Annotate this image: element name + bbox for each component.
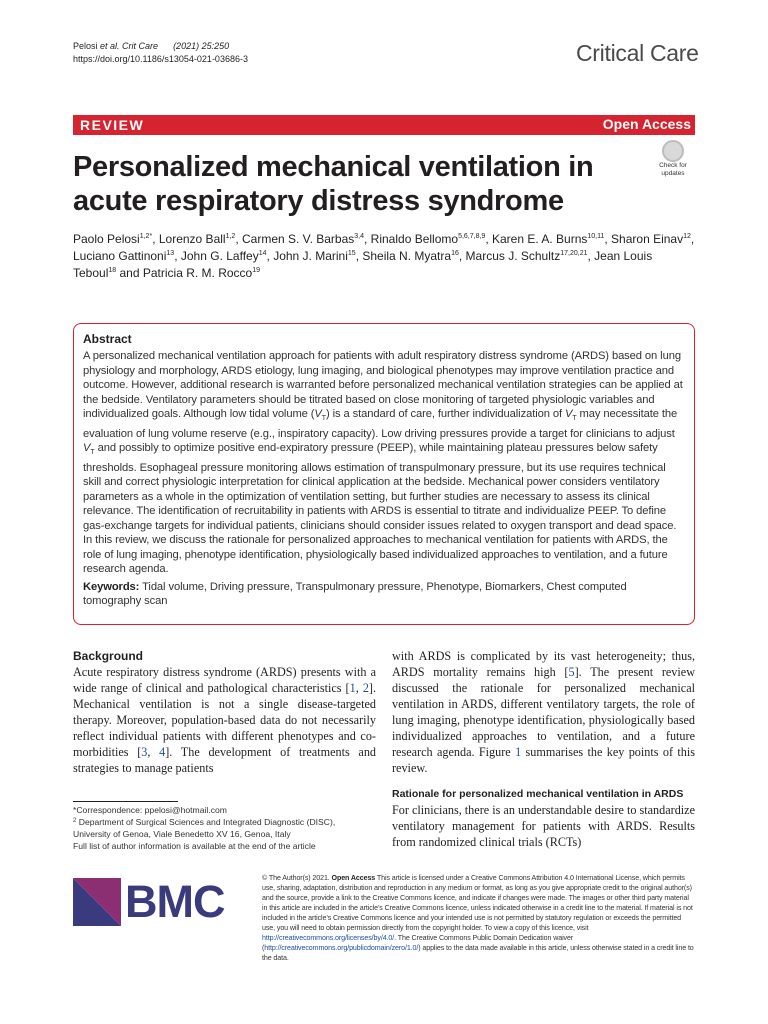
author-name[interactable]: Karen E. A. Burns	[491, 232, 588, 246]
author-affiliation-sup: 1,2*	[139, 233, 153, 240]
open-access-label: Open Access	[602, 116, 691, 132]
keywords-label: Keywords:	[83, 580, 140, 593]
author-name[interactable]: Carmen S. V. Barbas	[241, 232, 355, 246]
affiliation-address: University of Genoa, Viale Benedetto XV 16, Genoa, Italy	[73, 829, 291, 839]
author-separator: ,	[604, 232, 612, 246]
body-column-left	[73, 648, 376, 776]
author-affiliation-sup: 17,20,21	[560, 250, 588, 257]
author-separator: ,	[458, 249, 466, 263]
ref-link-3[interactable]: 3	[141, 745, 148, 759]
author-separator: ,	[235, 232, 242, 246]
abstract-heading: Abstract	[83, 332, 132, 346]
journal-name: Critical Care	[576, 40, 699, 66]
author-separator: ,	[174, 249, 181, 263]
author-name[interactable]: John J. Marini	[273, 249, 348, 263]
ref-link-5[interactable]: 5	[568, 665, 575, 679]
check-for-updates-line1: Check for	[659, 162, 687, 169]
body-column-right	[392, 648, 695, 850]
background-paragraph: Acute respiratory distress syndrome (ARDS) presents with a wide range of clinical and pathological characteristics [1, 2]. Mechanical ventilation is not a single disease-targeted therapy. Moreover, population-based data do not necessarily reflect individual patients with different phenotypes and co-morbidities [3, 4]. The development of treatments and strategies to manage patients	[73, 665, 377, 775]
article-type-banner	[73, 115, 695, 135]
keywords	[83, 580, 685, 609]
keywords-list: Tidal volume, Driving pressure, Transpulmonary pressure, Phenotype, Biomarkers, Chest computed tomography scan	[83, 580, 627, 608]
article-type-label: REVIEW	[80, 117, 145, 133]
footnote-divider	[73, 801, 178, 802]
author-separator: ,	[690, 232, 695, 246]
bmc-logo-text: BMC	[125, 876, 225, 927]
author-info-note: Full list of author information is available at the end of the article	[73, 841, 316, 851]
abstract-text: A personalized mechanical ventilation approach for patients with adult respiratory distress syndrome (ARDS) based on lung physiology and morphology, ARDS etiology, lung imaging, and biological phenotypes may improve ventilation practice and outcome. However, additional research is warranted before personalized mechanical ventilation strategies can be applied at the bedside. Ventilatory parameters should be titrated based on close monitoring of targeted physiologic variables and individualized goals. Although low tidal volume $(V_T)$ is a standard of care, further individualization of $V_T$ may necessitate the evaluation of lung volume reserve (e.g., inspiratory capacity). Low driving pressures provide a target for clinicians to adjust $V_T$ and possibly to optimize positive end-expiratory pressure (PEEP), while maintaining plateau pressures below safety thresholds. Esophageal pressure monitoring allows estimation of transpulmonary pressure, but its use requires technical skill and correct physiologic interpretation for clinical application at the bedside. Mechanical power considers ventilatory parameters as a whole in the optimization of ventilation setting, but further studies are necessary to assess its clinical relevance. The identification of recruitability in patients with ARDS is essential to titrate and individualize PEEP. To define gas-exchange targets for individual patients, clinicians should consider issues related to oxygen transport and dead space. In this review, we discuss the rationale for personalized approaches to mechanical ventilation for patients with ARDS, the role of lung imaging, phenotype identification, physiologically based individualized approaches to ventilation, and a future research agenda.	[83, 350, 683, 576]
author-name[interactable]: Sheila N. Myatra	[362, 249, 452, 263]
author-name[interactable]: Jean Louis Teboul	[73, 249, 653, 280]
author-separator: and	[116, 266, 143, 280]
doi-link[interactable]: https://doi.org/10.1186/s13054-021-03686-3	[73, 54, 248, 64]
citation-authors: Pelosi	[73, 41, 101, 51]
footnotes	[73, 804, 378, 852]
author-name[interactable]: Lorenzo Ball	[158, 232, 226, 246]
abstract-box	[73, 323, 695, 625]
license-text: © The Author(s) 2021. Open Access This article is licensed under a Creative Commons Attribution 4.0 International License, which permits use, sharing, adaptation, distribution and reproduction in any medium or format, as long as you give appropriate credit to the original author(s) and the source, provide a link to the Creative Commons licence, and indicate if changes were made. The images or other third party material in this article are included in the article’s Creative Commons licence, unless indicated otherwise in a credit line to the material. If material is not included in the article’s Creative Commons licence and your intended use is not permitted by statutory regulation or exceeds the permitted use, you will need to obtain permission directly from the copyright holder. To view a copy of this licence, visit http://creativecommons.org/licenses/by/4.0/. The Creative Commons Public Domain Dedication waiver (http://creativecommons.org/publicdomain/zero/1.0/) applies to the data made available in this article, unless otherwise stated in a credit line to the data.	[262, 874, 694, 962]
author-affiliation-sup: 18	[108, 267, 117, 274]
author-separator: ,	[355, 249, 363, 263]
ref-link-1[interactable]: 1	[349, 681, 356, 695]
author-affiliation-sup: 10,11	[587, 233, 605, 240]
author-affiliation-sup: 12	[683, 233, 691, 240]
citation-header	[73, 40, 248, 66]
rationale-paragraph: For clinicians, there is an understandable desire to standardize ventilatory management for patients with ARDS. Results from randomized clinical trials (RCTs)	[392, 803, 695, 849]
author-affiliation-sup: 14	[258, 250, 267, 257]
background-heading: Background	[73, 649, 144, 663]
author-affiliation-sup: 16	[451, 250, 459, 257]
cc-by-link[interactable]: http://creativecommons.org/licenses/by/4.0/	[262, 934, 395, 942]
author-name[interactable]: Marcus J. Schultz	[465, 249, 561, 263]
author-name[interactable]: Sharon Einav	[611, 232, 684, 246]
author-affiliation-sup: 19	[252, 267, 261, 274]
bmc-logo-mark-icon	[73, 878, 121, 926]
author-separator: ,	[485, 232, 492, 246]
author-affiliation-sup: 1,2	[225, 233, 236, 240]
author-separator: ,	[266, 249, 274, 263]
citation-year-volume: (2021) 25:250	[173, 41, 230, 51]
author-affiliation-sup: 3,4	[354, 233, 364, 240]
author-separator: ,	[152, 232, 159, 246]
author-name[interactable]: Luciano Gattinoni	[73, 249, 167, 263]
correspondence: *Correspondence: ppelosi@hotmail.com	[73, 805, 227, 815]
author-affiliation-sup: 13	[166, 250, 175, 257]
license-open-access: Open Access	[331, 874, 376, 882]
author-name[interactable]: Paolo Pelosi	[73, 232, 140, 246]
bmc-logo	[73, 876, 223, 928]
rationale-heading: Rationale for personalized mechanical ventilation in ARDS	[392, 788, 684, 800]
author-separator: ,	[587, 249, 595, 263]
author-list	[73, 231, 698, 282]
author-name[interactable]: John G. Laffey	[180, 249, 259, 263]
check-for-updates-icon	[662, 140, 684, 162]
author-separator: ,	[364, 232, 371, 246]
background-paragraph-cont: with ARDS is complicated by its vast heterogeneity; thus, ARDS mortality remains high [5]. The present review discussed the rationale for personalized mechanical ventilation in ARDS, different ventilatory targets, the role of lung imaging, phenotype identification, physiologically based individualized approaches to ventilation, and a future research agenda. Figure 1 summarises the key points of this review.	[392, 649, 696, 775]
check-for-updates-line2: updates	[661, 170, 685, 177]
figure-link-1[interactable]: 1	[515, 745, 522, 759]
author-name[interactable]: Patricia R. M. Rocco	[142, 266, 253, 280]
cc-zero-link[interactable]: http://creativecommons.org/publicdomain/zero/1.0/	[264, 944, 419, 952]
citation-journal-short: et al. Crit Care	[100, 41, 159, 51]
ref-link-4[interactable]: 4	[159, 745, 166, 759]
check-for-updates-button[interactable]	[651, 140, 695, 180]
author-affiliation-sup: 5,6,7,8,9	[458, 233, 486, 240]
ref-link-2[interactable]: 2	[362, 681, 369, 695]
author-name[interactable]: Rinaldo Bellomo	[370, 232, 459, 246]
affiliation: $^2$ Department of Surgical Sciences and Integrated Diagnostic (DISC),	[73, 817, 336, 827]
article-title: Personalized mechanical ventilation in acute respiratory distress syndrome	[73, 151, 594, 217]
author-affiliation-sup: 15	[347, 250, 356, 257]
